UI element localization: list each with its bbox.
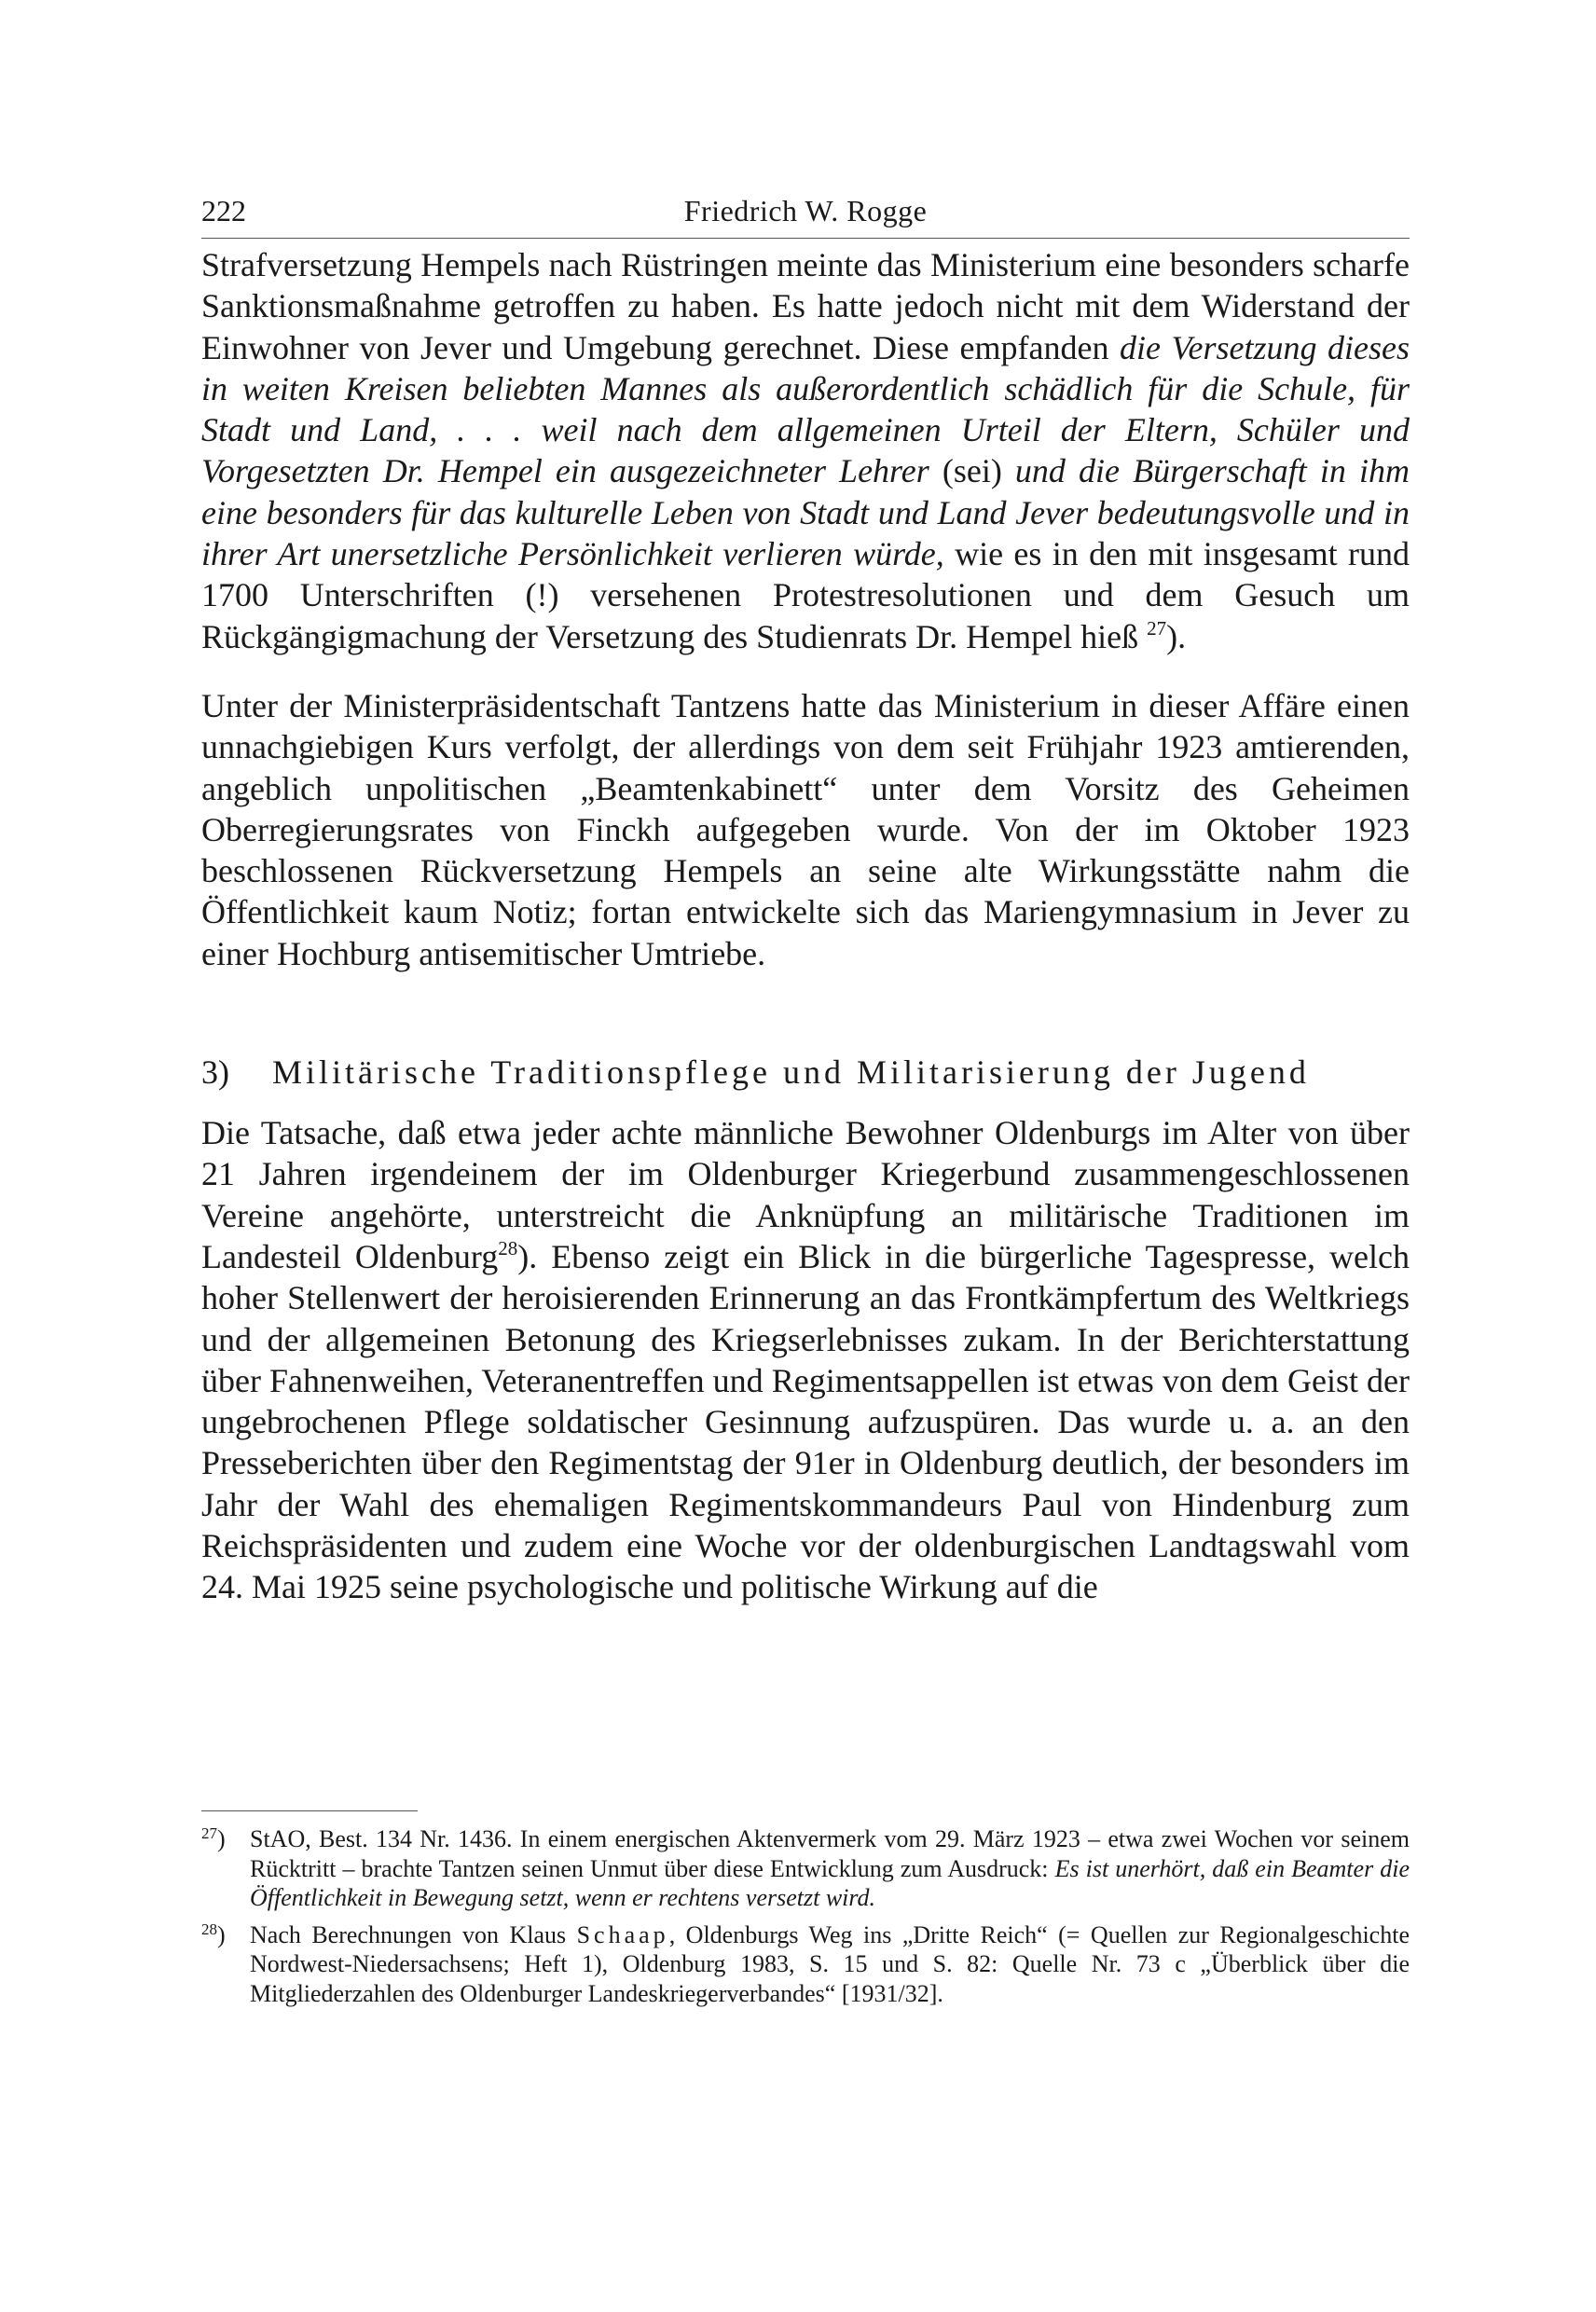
section-heading	[201, 1051, 1410, 1094]
footnote-ref-paren: ).	[1166, 617, 1187, 655]
footnote-ref-27: 27	[1147, 616, 1167, 640]
footnote-paren: )	[217, 1920, 226, 1948]
footnote-marker	[201, 1824, 226, 1854]
running-title: Friedrich W. Rogge	[683, 194, 928, 227]
paragraph-1-text-end: wie es in den mit insgesamt rund 1700 Unterschriften (!) versehenen Protestresolutionen und dem Gesuch um Rückgängigmachung der Versetzung des Studienrats Dr. Hempel hieß	[201, 535, 1410, 655]
footnote-text-cont: , Oldenburgs Weg ins „Dritte Reich“ (= Quellen zur Regionalgeschichte Nordwest-Niedersachsens; Heft 1), Oldenburg 1983, S. 15 und S. 82: Quelle Nr. 73 c „Überblick über die Mitgliederzahlen des Oldenburger Landeskriegerverbandes“ [1931/32].	[250, 1920, 1410, 2007]
footnote-quote: Es ist unerhört, daß ein Beamter die Öffentlichkeit in Bewegung setzt, wenn er rechtens versetzt wird.	[250, 1854, 1410, 1911]
footnote-paren: )	[217, 1825, 226, 1852]
quote-italic: die Versetzung dieses in weiten Kreisen beliebten Mannes als außerordentlich schädlich für die Schule, für Stadt und Land, . . . weil nach dem allgemeinen Urteil der Eltern, Schüler und Vorgesetzten Dr. Hempel ein ausgezeichneter Lehrer	[201, 328, 1410, 490]
section-title: Militärische Traditionspflege und Militarisierung der Jugend	[272, 1053, 1310, 1092]
body-text	[201, 244, 1410, 1608]
running-header	[201, 194, 1410, 235]
paragraph-3-text-cont: ). Ebenso zeigt ein Blick in die bürgerliche Tagespresse, welch hoher Stellenwert der heroisierenden Erinnerung an das Frontkämpfertum des Weltkriegs und der allgemeinen Betonung des Kriegserlebnisses zukam. In der Berichterstattung über Fahnenweihen, Veteranentreffen und Regimentsappellen ist etwas von dem Geist der ungebrochenen Pflege soldatischer Gesinnung aufzuspüren. Das wurde u. a. an den Presseberichten über den Regimentstag der 91er in Oldenburg deutlich, der besonders im Jahr der Wahl des ehemaligen Regimentskommandeurs Paul von Hindenburg zum Reichspräsidenten und zudem eine Woche vor der oldenburgischen Landtagswahl vom 24. Mai 1925 seine psychologische und politische Wirkung auf die	[201, 1237, 1410, 1606]
author-name-spaced: Schaap	[576, 1920, 669, 1948]
footnote-ref-28: 28	[498, 1236, 518, 1259]
footnote-number: 27	[201, 1824, 217, 1842]
paragraph-1	[201, 244, 1410, 657]
page-number: 222	[201, 194, 246, 227]
paragraph-2: Unter der Ministerpräsidentschaft Tantzens hatte das Ministerium in dieser Affäre einen unnachgiebigen Kurs verfolgt, der allerdings von dem seit Frühjahr 1923 amtierenden, angeblich unpolitischen „Beamtenkabinett“ unter dem Vorsitz des Geheimen Oberregierungsrates von Finckh aufgegeben wurde. Von der im Oktober 1923 beschlossenen Rückversetzung Hempels an seine alte Wirkungsstätte nahm die Öffentlichkeit kaum Notiz; fortan entwickelte sich das Mariengymnasium in Jever zu einer Hochburg antisemitischer Umtriebe.	[201, 686, 1410, 972]
paragraph-1-text-sei: (sei)	[929, 452, 1015, 490]
paragraph-3	[201, 1112, 1410, 1608]
footnote-text: StAO, Best. 134 Nr. 1436. In einem energischen Aktenvermerk vom 29. März 1923 – etwa zwei Wochen vor seinem Rücktritt – brachte Tantzen seinen Unmut über diese Entwicklung zum Ausdruck:	[250, 1825, 1410, 1882]
footnotes	[201, 1824, 1410, 2008]
paragraph-1-text: Strafversetzung Hempels nach Rüstringen meinte das Ministerium eine besonders scharfe Sanktionsmaßnahme getroffen zu haben. Es hatte jedoch nicht mit dem Widerstand der Einwohner von Jever und Umgebung gerechnet. Diese empfanden	[201, 246, 1410, 366]
header-rule	[201, 238, 1410, 239]
quote-italic-continued: und die Bürgerschaft in ihm eine besonders für das kulturelle Leben von Stadt und Land Jever bedeutungsvolle und in ihrer Art unersetzliche Persönlichkeit verlieren würde,	[201, 452, 1410, 573]
footnote-text: Nach Berechnungen von Klaus	[250, 1920, 577, 1948]
footnote-marker	[201, 1920, 226, 1950]
footnote-rule	[201, 1810, 418, 1811]
footnote-28	[201, 1920, 1410, 2009]
paragraph-3-text: Die Tatsache, daß etwa jeder achte männliche Bewohner Oldenburgs im Alter von über 21 Jahren irgendeinem der im Oldenburger Kriegerbund zusammengeschlossenen Vereine angehörte, unterstreicht die Anknüpfung an militärische Traditionen im Landesteil Oldenburg	[201, 1114, 1410, 1275]
footnote-27	[201, 1824, 1410, 1913]
section-number: 3)	[201, 1053, 229, 1092]
footnote-number: 28	[201, 1920, 217, 1938]
